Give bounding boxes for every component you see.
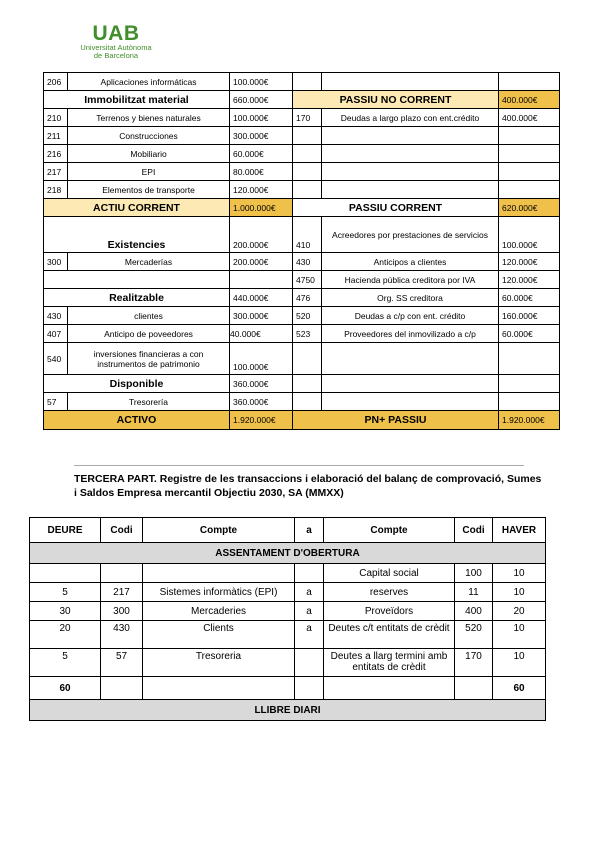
- totals-row: [30, 677, 546, 700]
- account-code: 170: [293, 109, 322, 127]
- amount: 1.000.000€: [230, 199, 293, 217]
- debit-account: Sistemes informàtics (EPI): [143, 583, 295, 602]
- total-label: PN+ PASSIU: [293, 411, 499, 430]
- table-row: [44, 217, 560, 253]
- credit-amount: 10: [493, 649, 546, 677]
- account-name: Construcciones: [68, 127, 230, 145]
- table-row: [30, 564, 546, 583]
- debit-amount: 20: [30, 621, 101, 649]
- logo-subtitle-1: Universitat Autònoma: [80, 43, 152, 52]
- account-name: Mobiliario: [68, 145, 230, 163]
- account-name: Proveedores del inmovilizado a c/p: [322, 325, 499, 343]
- account-name: Acreedores por prestaciones de servicios: [322, 217, 499, 253]
- logo-subtitle-2: de Barcelona: [93, 51, 139, 60]
- total-amount: 1.920.000€: [230, 411, 293, 430]
- table-row: 30 300 Mercaderies a Proveïdors 400 20: [30, 602, 546, 621]
- logo-title: UAB: [92, 22, 140, 45]
- account-code: 206: [44, 73, 68, 91]
- section-heading: Disponible: [44, 375, 230, 393]
- account-code: 4750: [293, 271, 322, 289]
- account-name: Deudas a largo plazo con ent.crédito: [322, 109, 499, 127]
- amount: 660.000€: [230, 91, 293, 109]
- table-row: [44, 127, 560, 145]
- account-code: 211: [44, 127, 68, 145]
- table-row: [44, 91, 560, 109]
- amount: 400.000€: [499, 91, 560, 109]
- amount: 80.000€: [230, 163, 293, 181]
- amount: 160.000€: [499, 307, 560, 325]
- table-row: [44, 325, 560, 343]
- section-heading: PASSIU CORRENT: [293, 199, 499, 217]
- column-header: Compte: [143, 518, 295, 543]
- amount: 360.000€: [230, 393, 293, 411]
- table-row: [30, 649, 546, 677]
- divider: [74, 465, 524, 466]
- account-code: 540: [44, 343, 68, 375]
- table-row: [44, 73, 560, 91]
- balance-sheet-table: [43, 72, 560, 430]
- amount: 400.000€: [499, 109, 560, 127]
- table-row: 5 217 Sistemes informàtics (EPI) a reserves 11 10: [30, 583, 546, 602]
- table-row: [44, 145, 560, 163]
- account-name: clientes: [68, 307, 230, 325]
- account-code: 218: [44, 181, 68, 199]
- account-code: 430: [44, 307, 68, 325]
- debit-account: Mercaderies: [143, 602, 295, 621]
- table-row: 20 430 Clients a Deutes c/t entitats de crèdit 520 10: [30, 621, 546, 649]
- amount: 620.000€: [499, 199, 560, 217]
- table-row: [44, 109, 560, 127]
- amount: 60.000€: [230, 145, 293, 163]
- amount: 40.000€: [230, 325, 293, 343]
- credit-account: Deutes a llarg termini amb entitats de crèdit: [324, 649, 455, 677]
- total-amount: 1.920.000€: [499, 411, 560, 430]
- credit-code: 400: [455, 602, 493, 621]
- column-header: a: [295, 518, 324, 543]
- account-code: 300: [44, 253, 68, 271]
- account-name: Terrenos y bienes naturales: [68, 109, 230, 127]
- credit-amount: 10: [493, 564, 546, 583]
- debit-account: Tresoreria: [143, 649, 295, 677]
- amount: 60.000€: [499, 325, 560, 343]
- account-code: 57: [44, 393, 68, 411]
- table-row: [44, 199, 560, 217]
- table-row: [44, 411, 560, 430]
- account-code: 430: [293, 253, 322, 271]
- amount: 200.000€: [230, 253, 293, 271]
- section-heading: PASSIU NO CORRENT: [293, 91, 499, 109]
- section-row: [30, 700, 546, 721]
- account-name: Org. SS creditora: [322, 289, 499, 307]
- table-row: [44, 393, 560, 411]
- debit-amount: 5: [30, 583, 101, 602]
- account-code: 523: [293, 325, 322, 343]
- account-name: Elementos de transporte: [68, 181, 230, 199]
- debit-amount: 30: [30, 602, 101, 621]
- section-heading: Realitzable: [44, 289, 230, 307]
- total-label: ACTIVO: [44, 411, 230, 430]
- column-header: HAVER: [493, 518, 546, 543]
- account-code: 476: [293, 289, 322, 307]
- amount: 440.000€: [230, 289, 293, 307]
- table-row: [44, 375, 560, 393]
- credit-code: 170: [455, 649, 493, 677]
- table-row: [44, 343, 560, 375]
- uab-logo: [66, 24, 166, 60]
- account-code: 216: [44, 145, 68, 163]
- opening-entry-label: ASSENTAMENT D'OBERTURA: [30, 543, 546, 564]
- credit-account: Proveïdors: [324, 602, 455, 621]
- account-name: Deudas a c/p con ent. crédito: [322, 307, 499, 325]
- table-header-row: [30, 518, 546, 543]
- account-code: 520: [293, 307, 322, 325]
- account-name: Mercaderías: [68, 253, 230, 271]
- section-heading: Immobilitzat material: [44, 91, 230, 109]
- debit-code: 217: [101, 583, 143, 602]
- column-header: Compte: [324, 518, 455, 543]
- account-name: inversiones financieras a con instrumentos de patrimonio: [68, 343, 230, 375]
- credit-account: Deutes c/t entitats de crèdit: [324, 621, 455, 649]
- column-header: Codi: [101, 518, 143, 543]
- credit-amount: 10: [493, 583, 546, 602]
- journal-label: LLIBRE DIARI: [30, 700, 546, 721]
- credit-amount: 20: [493, 602, 546, 621]
- account-code: 407: [44, 325, 68, 343]
- amount: 120.000€: [499, 271, 560, 289]
- account-name: Anticipos a clientes: [322, 253, 499, 271]
- credit-amount: 10: [493, 621, 546, 649]
- account-name: Hacienda pública creditora por IVA: [322, 271, 499, 289]
- debit-code: 300: [101, 602, 143, 621]
- account-code: 210: [44, 109, 68, 127]
- amount: 100.000€: [230, 109, 293, 127]
- amount: 100.000€: [230, 343, 293, 375]
- amount: 300.000€: [230, 127, 293, 145]
- account-name: Anticipo de poveedores: [68, 325, 230, 343]
- column-header: Codi: [455, 518, 493, 543]
- amount: 100.000€: [230, 73, 293, 91]
- journal-table: [29, 517, 546, 721]
- account-name: Aplicaciones informáticas: [68, 73, 230, 91]
- table-row: [44, 253, 560, 271]
- credit-account: reserves: [324, 583, 455, 602]
- total-debit: 60: [30, 677, 101, 700]
- section-title: TERCERA PART. Registre de les transaccions i elaboració del balanç de comprovació, Sumes i Saldos Empresa mercantil Objectiu 2030, SA (MMXX): [74, 473, 542, 499]
- debit-account: Clients: [143, 621, 295, 649]
- amount: 360.000€: [230, 375, 293, 393]
- amount: 300.000€: [230, 307, 293, 325]
- debit-code: 430: [101, 621, 143, 649]
- account-code: 217: [44, 163, 68, 181]
- column-header: DEURE: [30, 518, 101, 543]
- debit-code: 57: [101, 649, 143, 677]
- account-name: Tresorería: [68, 393, 230, 411]
- amount: 100.000€: [499, 217, 560, 253]
- section-heading: ACTIU CORRENT: [44, 199, 230, 217]
- amount: 200.000€: [230, 217, 293, 253]
- account-name: EPI: [68, 163, 230, 181]
- total-credit: 60: [493, 677, 546, 700]
- table-row: [44, 307, 560, 325]
- section-row: [30, 543, 546, 564]
- table-row: [44, 181, 560, 199]
- table-row: [44, 271, 560, 289]
- amount: 120.000€: [230, 181, 293, 199]
- section-heading: Existencies: [44, 217, 230, 253]
- credit-account: Capital social: [324, 564, 455, 583]
- debit-amount: 5: [30, 649, 101, 677]
- table-row: [44, 163, 560, 181]
- credit-code: 11: [455, 583, 493, 602]
- table-row: [44, 289, 560, 307]
- account-code: 410: [293, 217, 322, 253]
- credit-code: 520: [455, 621, 493, 649]
- amount: 120.000€: [499, 253, 560, 271]
- amount: 60.000€: [499, 289, 560, 307]
- credit-code: 100: [455, 564, 493, 583]
